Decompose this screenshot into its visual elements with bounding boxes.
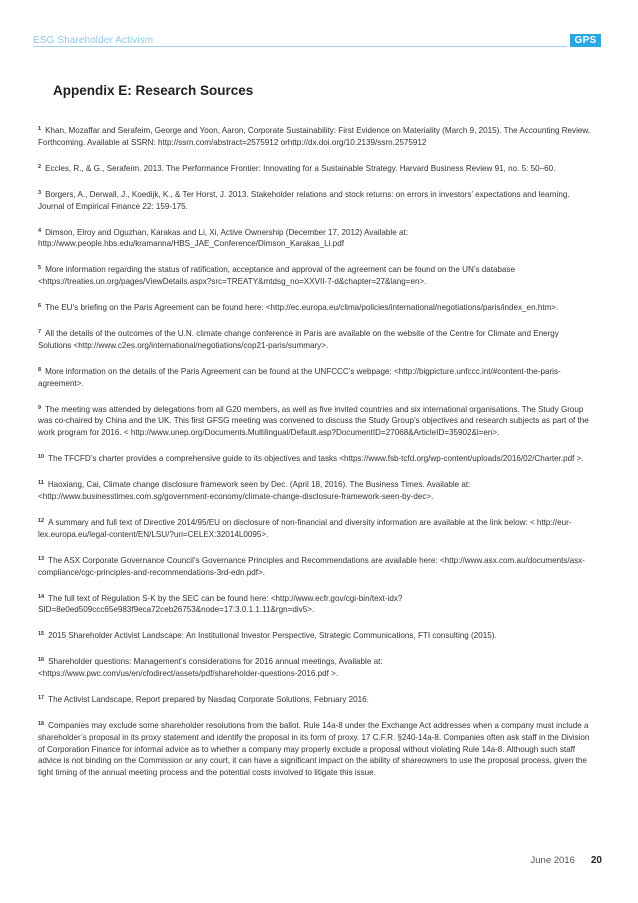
reference-text: Dimson, Elroy and Oguzhan, Karakas and Li, Xi, Active Ownership (December 17, 2012) Available at: http://www.people.hbs.edu/kramanna/HBS_JAE_Conference/Dimson_Karakas_Li.pdf bbox=[38, 227, 408, 249]
reference-number: 5 bbox=[38, 265, 42, 272]
reference-item bbox=[38, 554, 592, 579]
reference-text: A summary and full text of Directive 2014/95/EU on disclosure of non-financial and diversity information are available at the link below: < http://eur-lex.europa.eu/legal-content/EN/LSU/?uri=CELEX:32014L0095>. bbox=[38, 518, 572, 539]
reference-item bbox=[38, 162, 592, 175]
footer-date: June 2016 bbox=[530, 855, 575, 866]
reference-item bbox=[38, 516, 592, 541]
reference-item bbox=[38, 592, 592, 617]
reference-number: 12 bbox=[38, 518, 45, 524]
reference-number: 18 bbox=[38, 721, 45, 728]
reference-number: 1 bbox=[38, 126, 42, 132]
reference-text: Borgers, A., Derwall, J., Koedijk, K., & Ter Horst, J. 2013. Stakeholder relations and stock returns: on errors in investors’ expectations and learning. Journal of Empirical Finance 22: 159-175. bbox=[38, 189, 570, 211]
reference-number: 14 bbox=[38, 593, 45, 600]
reference-text: 2015 Shareholder Activist Landscape: An Institutional Investor Perspective, Strategic Communications, FTI consulting (2015). bbox=[48, 631, 497, 641]
reference-text: More information on the details of the Paris Agreement can be found at the UNFCCC’s webpage: <http://bigpicture.unfccc.int/#content-the-paris-agreement>. bbox=[38, 366, 561, 388]
reference-item bbox=[38, 226, 592, 251]
reference-text: The full text of Regulation S-K by the SEC can be found here: <http://www.ecfr.gov/cgi-bin/text-idx?SID=8e0ed509ccc65e983f9eca72ceb26753&node=17:3.0.1.1.11&rgn=div5>. bbox=[38, 593, 403, 615]
reference-item bbox=[38, 188, 592, 213]
page-number: 20 bbox=[590, 855, 602, 866]
reference-text: The TFCFD’s charter provides a comprehensive guide to its objectives and tasks <https://www.fsb-tcfd.org/wp-content/uploads/2016/02/Charter.pdf >. bbox=[48, 454, 584, 464]
reference-text: The EU’s briefing on the Paris Agreement can be found here: <http://ec.europa.eu/clima/policies/international/negotiations/paris/index_en.htm>. bbox=[45, 303, 559, 313]
reference-item bbox=[38, 403, 592, 439]
page-header bbox=[33, 33, 601, 51]
reference-item bbox=[38, 478, 592, 503]
reference-number: 17 bbox=[38, 695, 45, 702]
reference-text: The ASX Corporate Governance Council’s Governance Principles and Recommendations are available here: <http://www.asx.com.au/documents/asx-compliance/cgc-principles-and-recommendations-3rd-edn.pdf>. bbox=[38, 555, 585, 577]
reference-item bbox=[38, 629, 592, 642]
reference-text: All the details of the outcomes of the U.N. climate change conference in Paris are available on the website of the Centre for Climate and Energy Solutions <http://www.c2es.org/international/negotiations/cop21-paris/summary>. bbox=[38, 329, 559, 350]
page-footer bbox=[531, 855, 603, 866]
reference-text: The meeting was attended by delegations from all G20 members, as well as five invited countries and six international organisations. The Study Group was co-chaired by China and the UK. This first GFSG meeting was convened to discuss the Study Group’s objectives and research subjects as part of the work program for 2016. < http://www.unep.org/Documents.Multilingual/Default.asp?DocumentID=27068&ArticleID=35902&l=en>. bbox=[38, 404, 589, 438]
reference-item bbox=[38, 124, 592, 149]
reference-number: 6 bbox=[38, 303, 42, 310]
reference-item bbox=[38, 719, 592, 779]
reference-item bbox=[38, 655, 592, 680]
reference-text: More information regarding the status of ratification, acceptance and approval of the agreement can be found on the UN’s database <https://treaties.un.org/pages/ViewDetails.aspx?src=TREATY&mtdsg_no=XXVII-7-d&chapter=27&lang=en>. bbox=[38, 265, 516, 287]
reference-item bbox=[38, 301, 592, 314]
reference-number: 10 bbox=[38, 454, 45, 461]
reference-list bbox=[38, 124, 592, 792]
reference-number: 11 bbox=[38, 480, 44, 487]
reference-number: 16 bbox=[38, 657, 45, 664]
reference-number: 3 bbox=[38, 189, 42, 196]
reference-number: 2 bbox=[38, 163, 42, 170]
reference-number: 13 bbox=[38, 555, 45, 562]
reference-item bbox=[38, 365, 592, 390]
reference-text: Companies may exclude some shareholder resolutions from the ballot. Rule 14a-8 under the Exchange Act addresses when a company must include a shareholder’s proposal in its proxy statement and identify the proposal in its form of proxy. 17 C.F.R. §240-14a-8. Companies often ask staff in the Division of Corporation Finance for informal advice as to whether a company may properly exclude a proposal without violating Rule 14a-8. Although such staff advice is not binding on the Commission or any court, it can have a significant impact on the ability of shareowners to use the proposal process, given the tight timing of the annual meeting process and the potential costs involved to litigate this issue. bbox=[38, 721, 590, 778]
reference-item bbox=[38, 693, 592, 706]
reference-text: Shareholder questions: Management’s considerations for 2016 annual meetings, Available at: <https://www.pwc.com/us/en/cfodirect/assets/pdf/shareholder-questions-2016.pdf >. bbox=[38, 657, 383, 679]
reference-text: The Activist Landscape, Report prepared by Nasdaq Corporate Solutions, February 2016. bbox=[48, 695, 369, 705]
reference-number: 7 bbox=[38, 329, 42, 336]
reference-item bbox=[38, 452, 592, 465]
reference-text: Haoxiang, Cai, Climate change disclosure framework seen by Dec. (April 18, 2016). The Business Times. Available at: <http://www.businesstimes.com.sg/government-economy/climate-change-disclosure-framework-seen-by-dec>. bbox=[38, 480, 471, 502]
reference-item bbox=[38, 263, 592, 288]
reference-text: Eccles, R., & G., Serafeim. 2013. The Performance Frontier: Innovating for a Sustainable Strategy. Harvard Business Review 91, no. 5: 50–60. bbox=[45, 163, 556, 173]
page-title: Appendix E: Research Sources bbox=[53, 83, 254, 98]
reference-item bbox=[38, 327, 592, 352]
header-title: ESG Shareholder Activism bbox=[33, 35, 154, 46]
reference-text: Khan, Mozaffar and Serafeim, George and Yoon, Aaron, Corporate Sustainability: First Evidence on Materiality (March 9, 2015). The Accounting Review, Forthcoming. Available at SSRN: http://ssrn.com/abstract=2575912 orhttp://dx.doi.org/10.2139/ssrn.2575912 bbox=[38, 126, 591, 147]
reference-number: 15 bbox=[38, 631, 45, 638]
reference-number: 4 bbox=[38, 227, 42, 234]
reference-number: 9 bbox=[38, 404, 42, 411]
header-divider bbox=[33, 46, 567, 47]
reference-number: 8 bbox=[38, 366, 42, 373]
gps-logo: GPS bbox=[570, 34, 601, 47]
